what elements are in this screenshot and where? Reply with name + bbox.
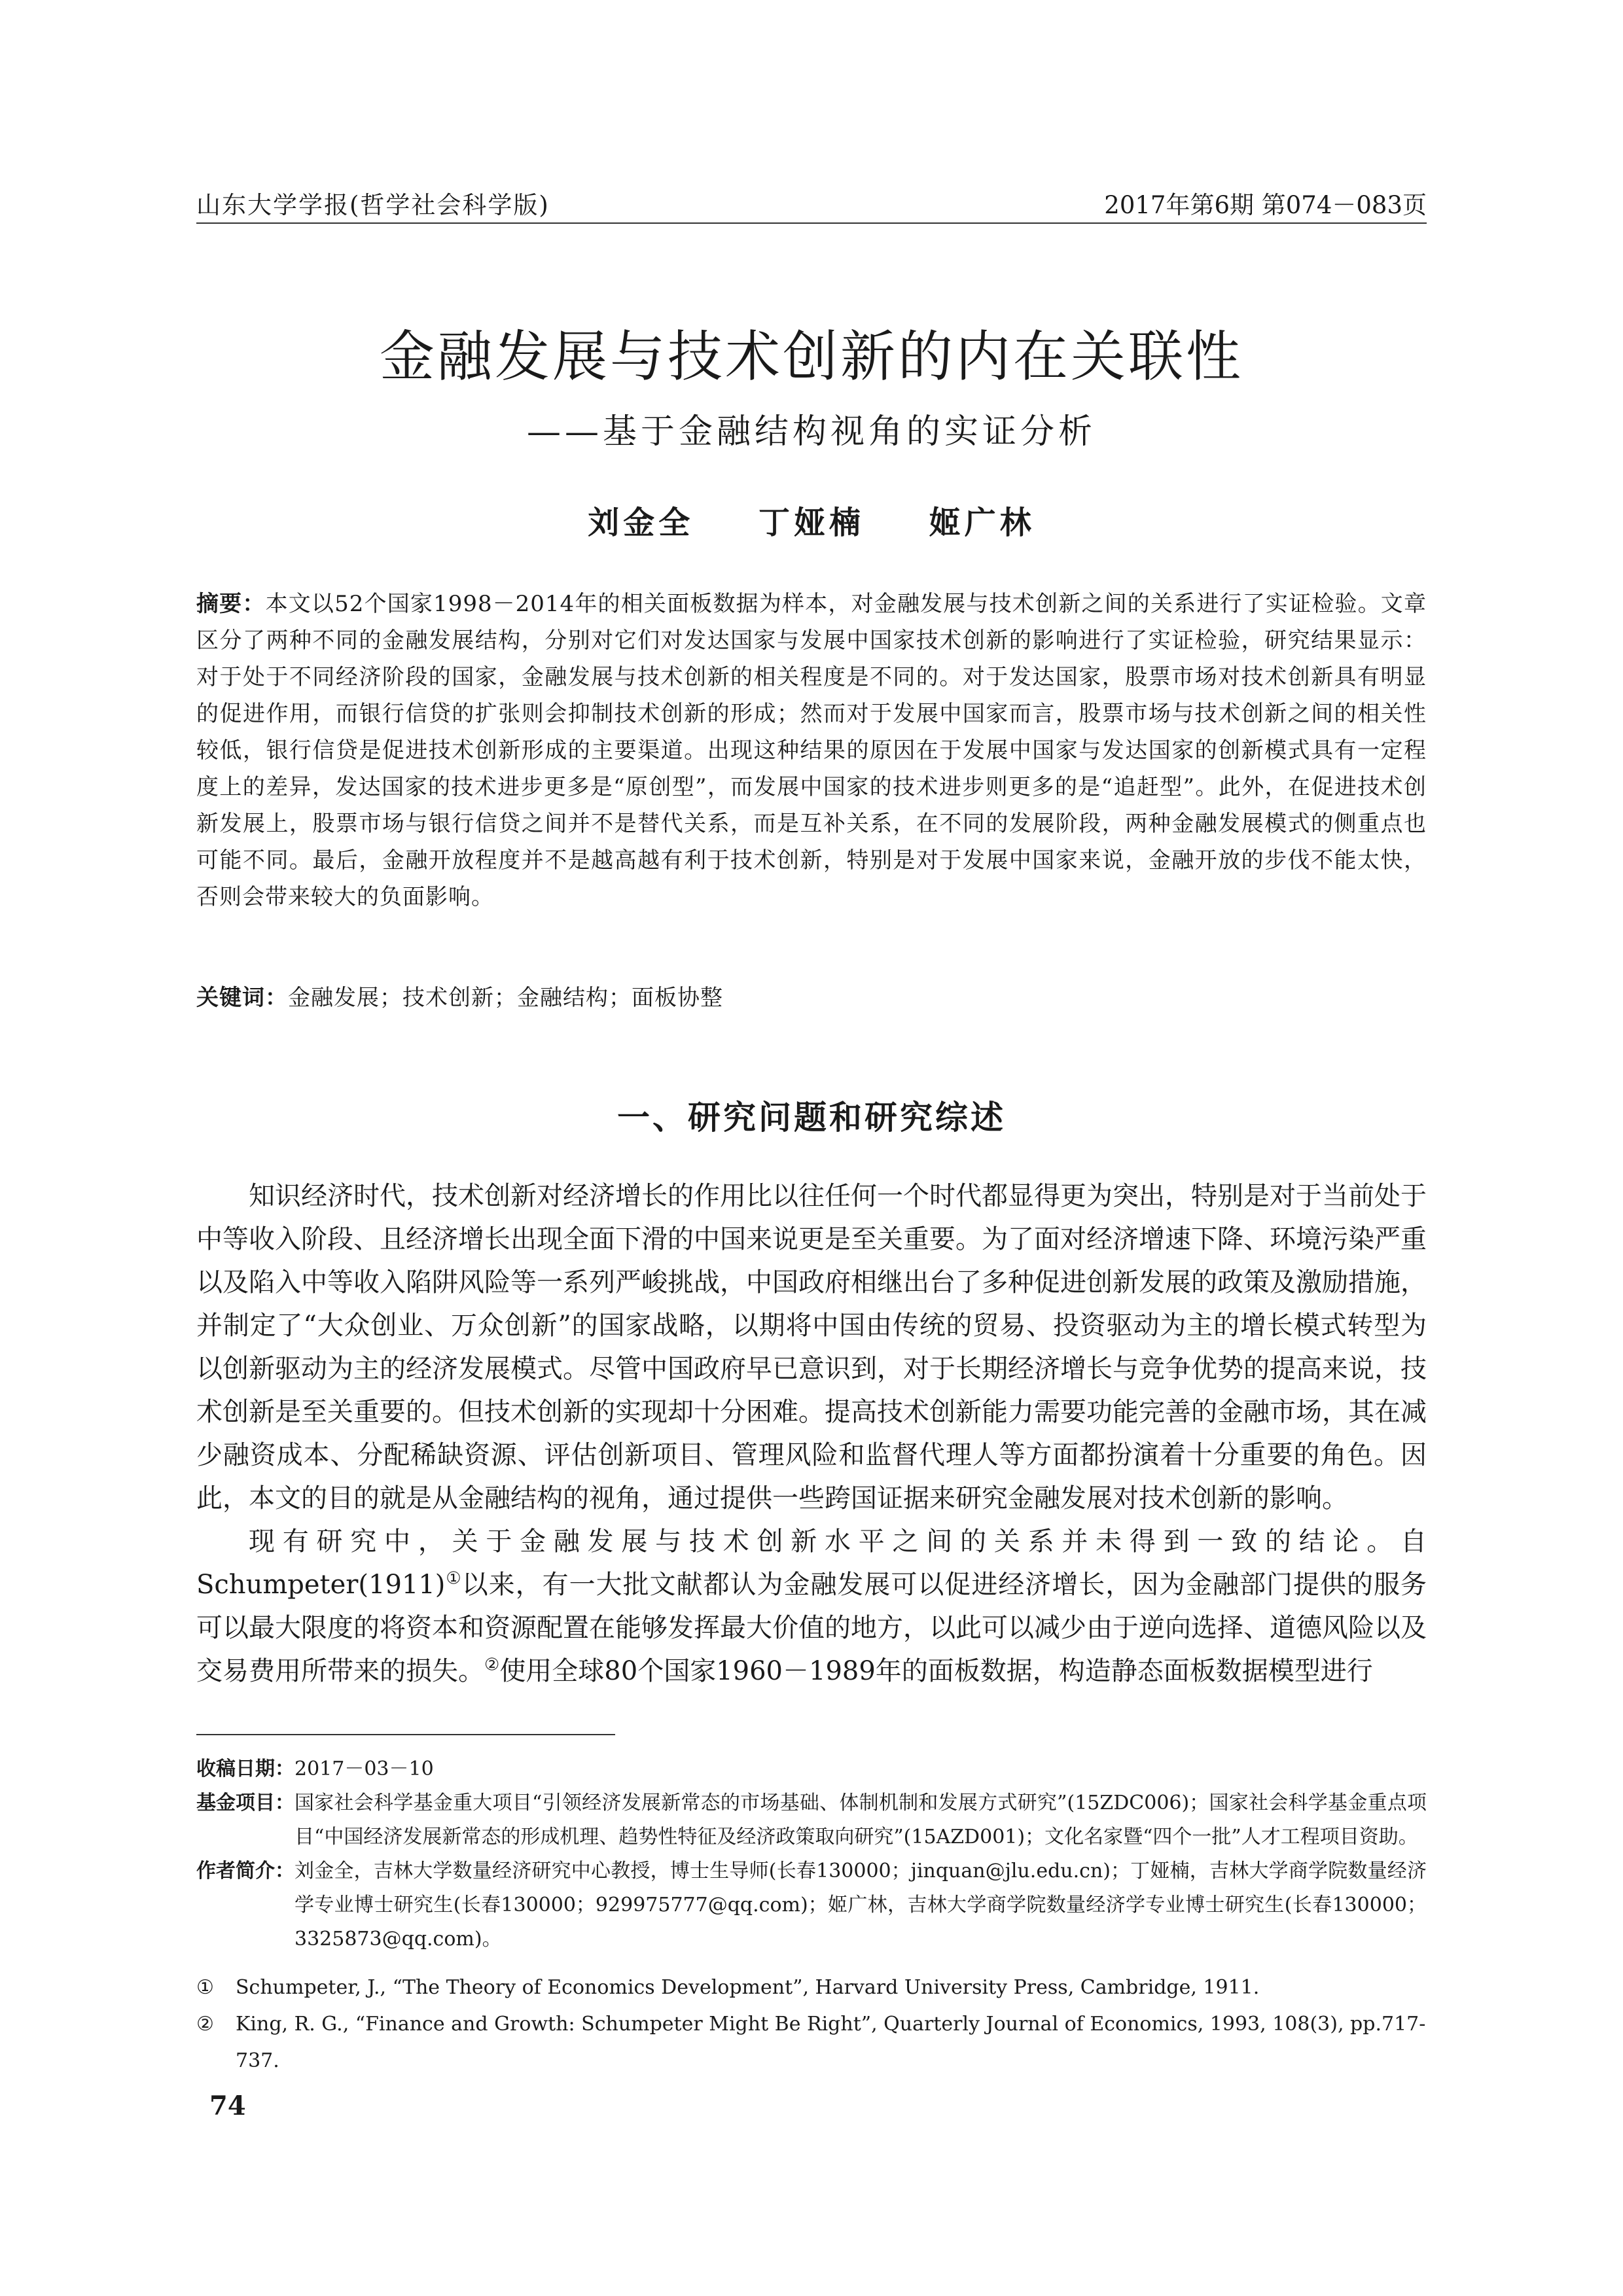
author-name: 丁娅楠: [758, 504, 865, 541]
footnote-marker: ②: [484, 1655, 500, 1675]
page-number: 74: [209, 2091, 246, 2121]
body-text: [196, 1174, 1427, 1693]
paragraph: 知识经济时代，技术创新对经济增长的作用比以往任何一个时代都显得更为突出，特别是对于当前处于中等收入阶段、且经济增长出现全面下滑的中国来说更是至关重要。为了面对经济增速下降、环境污染严重以及陷入中等收入陷阱风险等一系列严峻挑战，中国政府相继出台了多种促进创新发展的政策及激励措施，并制定了“大众创业、万众创新”的国家战略，以期将中国由传统的贸易、投资驱动为主的增长模式转型为以创新驱动为主的经济发展模式。尽管中国政府早已意识到，对于长期经济增长与竞争优势的提高来说，技术创新是至关重要的。但技术创新的实现却十分困难。提高技术创新能力需要功能完善的金融市场，其在减少融资成本、分配稀缺资源、评估创新项目、管理风险和监督代理人等方面都扮演着十分重要的角色。因此，本文的目的就是从金融结构的视角，通过提供一些跨国证据来研究金融发展对技术创新的影响。: [196, 1181, 1427, 1513]
reference-item: [196, 2006, 1427, 2079]
paragraph-text: 以来，有一大批文献都认为金融发展可以促进经济增长，因为金融部门提供的服务可以最大限度的将资本和资源配置在能够发挥最大价值的地方，以此可以减少由于逆向选择、道德风险以及交易费用所带来的损失。: [196, 1570, 1427, 1686]
article-metadata: [196, 1752, 1427, 1956]
author-list: [196, 497, 1427, 542]
reference-number: ②: [196, 2013, 214, 2036]
header-rule: [196, 222, 1427, 224]
paragraph-text: 现有研究中，关于金融发展与技术创新水平之间的关系并未得到一致的结论。自Schumpeter(1911): [196, 1527, 1427, 1600]
footnote-rule: [196, 1734, 615, 1735]
reference-text: Schumpeter, J., “The Theory of Economics Development”, Harvard University Press, Cambridge, 1911.: [236, 1976, 1260, 1999]
author-name: 姬广林: [929, 504, 1035, 541]
author-name: 刘金全: [588, 504, 694, 541]
paragraph: [196, 1520, 1427, 1693]
footnote-marker: ①: [445, 1568, 462, 1589]
abstract-text: 本文以52个国家1998－2014年的相关面板数据为样本，对金融发展与技术创新之间的关系进行了实证检验。文章区分了两种不同的金融发展结构，分别对它们对发达国家与发展中国家技术创新的影响进行了实证检验，研究结果显示：对于处于不同经济阶段的国家，金融发展与技术创新的相关程度是不同的。对于发达国家，股票市场对技术创新具有明显的促进作用，而银行信贷的扩张则会抑制技术创新的形成；然而对于发展中国家而言，股票市场与技术创新之间的相关性较低，银行信贷是促进技术创新形成的主要渠道。出现这种结果的原因在于发展中国家与发达国家的创新模式具有一定程度上的差异，发达国家的技术进步更多是“原创型”，而发展中国家的技术进步则更多的是“追赶型”。此外，在促进技术创新发展上，股票市场与银行信贷之间并不是替代关系，而是互补关系，在不同的发展阶段，两种金融发展模式的侧重点也可能不同。最后，金融开放程度并不是越高越有利于技术创新，特别是对于发展中国家来说，金融开放的步伐不能太快，否则会带来较大的负面影响。: [196, 591, 1427, 910]
section-heading: 一、研究问题和研究综述: [617, 1098, 1006, 1137]
received-date-row: [196, 1752, 1427, 1786]
fund-row: [196, 1786, 1427, 1854]
keywords: [196, 980, 1427, 1016]
keywords-text: 金融发展；技术创新；金融结构；面板协整: [288, 985, 723, 1011]
running-header-journal: 山东大学学报(哲学社会科学版): [196, 191, 550, 219]
abstract: [196, 586, 1427, 915]
paragraph-text: 使用全球80个国家1960－1989年的面板数据，构造静态面板数据模型进行: [499, 1656, 1373, 1686]
running-header-issue: 2017年第6期 第074－083页: [1104, 191, 1427, 219]
author-info-row: [196, 1854, 1427, 1956]
footnote-references: [196, 1969, 1427, 2079]
received-date: 2017－03－10: [294, 1757, 434, 1780]
author-info-label: 作者简介：: [196, 1860, 294, 1882]
reference-item: [196, 1969, 1427, 2006]
reference-number: ①: [196, 1976, 214, 1999]
received-label: 收稿日期：: [196, 1757, 294, 1780]
paper-title: 金融发展与技术创新的内在关联性: [379, 325, 1243, 389]
keywords-label: 关键词：: [196, 985, 288, 1011]
reference-text: King, R. G., “Finance and Growth: Schumpeter Might Be Right”, Quarterly Journal of Economics, 1993, 108(3), pp.717-737.: [236, 2013, 1426, 2072]
abstract-label: 摘要：: [196, 591, 266, 617]
paper-subtitle: ——基于金融结构视角的实证分析: [526, 412, 1096, 451]
fund-label: 基金项目：: [196, 1792, 294, 1814]
author-info-text: 刘金全，吉林大学数量经济研究中心教授，博士生导师(长春130000；jinquan@jlu.edu.cn)；丁娅楠，吉林大学商学院数量经济学专业博士研究生(长春130000；929975777@qq.com)；姬广林，吉林大学商学院数量经济学专业博士研究生(长春130000；3325873@qq.com)。: [294, 1860, 1427, 1951]
fund-text: 国家社会科学基金重大项目“引领经济发展新常态的市场基础、体制机制和发展方式研究”(15ZDC006)；国家社会科学基金重点项目“中国经济发展新常态的形成机理、趋势性特征及经济政策取向研究”(15AZD001)；文化名家暨“四个一批”人才工程项目资助。: [294, 1792, 1427, 1848]
